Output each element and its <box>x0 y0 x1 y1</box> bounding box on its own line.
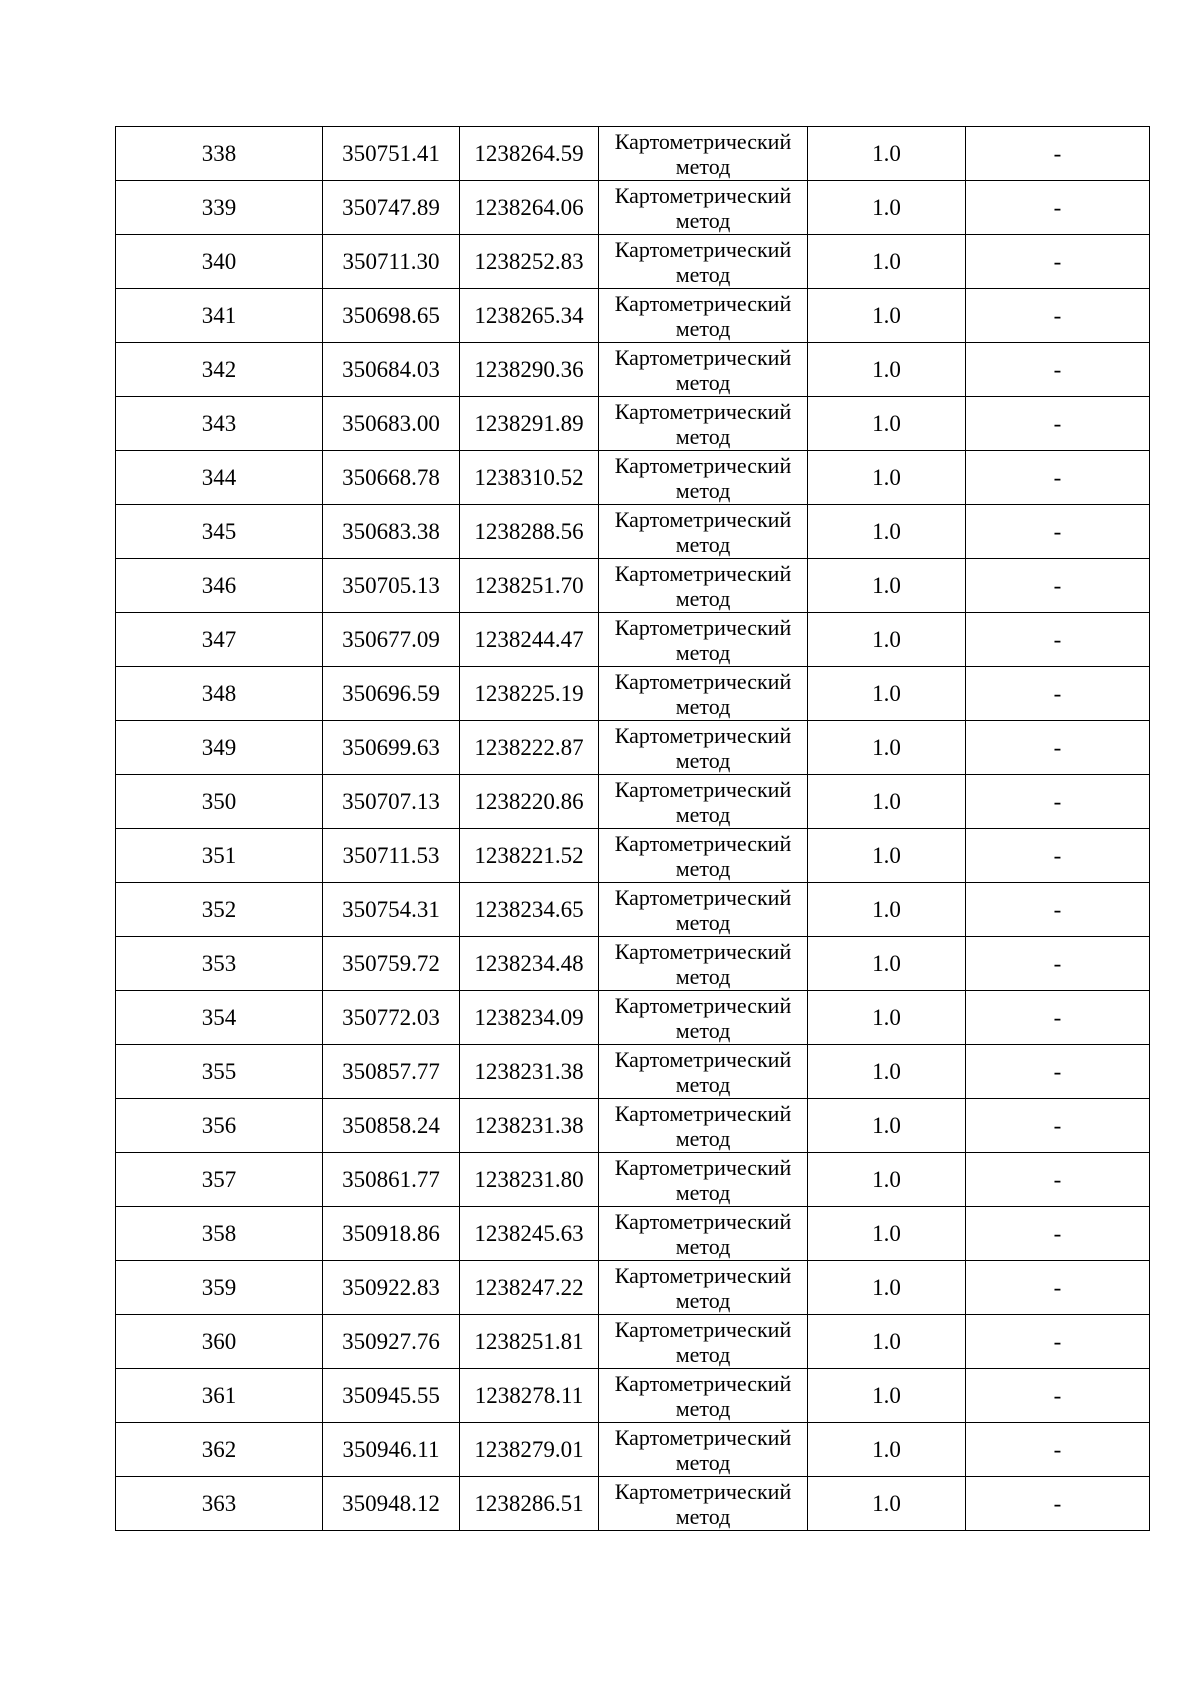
accuracy-cell: 1.0 <box>808 667 966 721</box>
y-coordinate-cell: 1238286.51 <box>460 1477 599 1531</box>
note-cell: - <box>966 505 1150 559</box>
accuracy-cell: 1.0 <box>808 451 966 505</box>
x-coordinate-cell: 350751.41 <box>323 127 460 181</box>
method-line-1: Картометрический <box>614 1316 792 1342</box>
x-coordinate-cell: 350927.76 <box>323 1315 460 1369</box>
point-number-cell: 342 <box>116 343 323 397</box>
coordinates-table-body <box>116 127 1150 1531</box>
method-line-1: Картометрический <box>614 1046 792 1072</box>
accuracy-cell: 1.0 <box>808 775 966 829</box>
accuracy-cell: 1.0 <box>808 1477 966 1531</box>
x-coordinate-cell: 350858.24 <box>323 1099 460 1153</box>
accuracy-cell: 1.0 <box>808 937 966 991</box>
point-number-cell: 351 <box>116 829 323 883</box>
table-row <box>116 1045 1150 1099</box>
point-number-cell: 352 <box>116 883 323 937</box>
x-coordinate-cell: 350711.53 <box>323 829 460 883</box>
method-line-1: Картометрический <box>614 1370 792 1396</box>
accuracy-cell: 1.0 <box>808 343 966 397</box>
table-row <box>116 829 1150 883</box>
method-line-1: Картометрический <box>614 560 792 586</box>
note-cell: - <box>966 1153 1150 1207</box>
table-row <box>116 397 1150 451</box>
method-line-1: Картометрический <box>614 830 792 856</box>
table-row <box>116 667 1150 721</box>
method-cell <box>599 829 808 883</box>
method-line-1: Картометрический <box>614 938 792 964</box>
accuracy-cell: 1.0 <box>808 1045 966 1099</box>
note-cell: - <box>966 235 1150 289</box>
point-number-cell: 362 <box>116 1423 323 1477</box>
method-line-2: метод <box>675 1125 731 1151</box>
method-line-2: метод <box>675 1395 731 1421</box>
method-line-2: метод <box>675 369 731 395</box>
x-coordinate-cell: 350707.13 <box>323 775 460 829</box>
method-cell <box>599 1315 808 1369</box>
y-coordinate-cell: 1238310.52 <box>460 451 599 505</box>
table-row <box>116 559 1150 613</box>
y-coordinate-cell: 1238290.36 <box>460 343 599 397</box>
point-number-cell: 345 <box>116 505 323 559</box>
method-line-2: метод <box>675 1449 731 1475</box>
note-cell: - <box>966 1369 1150 1423</box>
method-line-2: метод <box>675 207 731 233</box>
table-row <box>116 613 1150 667</box>
accuracy-cell: 1.0 <box>808 235 966 289</box>
y-coordinate-cell: 1238251.81 <box>460 1315 599 1369</box>
method-line-1: Картометрический <box>614 884 792 910</box>
table-row <box>116 505 1150 559</box>
note-cell: - <box>966 1423 1150 1477</box>
x-coordinate-cell: 350683.00 <box>323 397 460 451</box>
method-line-1: Картометрический <box>614 776 792 802</box>
y-coordinate-cell: 1238231.38 <box>460 1045 599 1099</box>
x-coordinate-cell: 350711.30 <box>323 235 460 289</box>
y-coordinate-cell: 1238278.11 <box>460 1369 599 1423</box>
method-line-2: метод <box>675 1341 731 1367</box>
note-cell: - <box>966 127 1150 181</box>
method-line-1: Картометрический <box>614 668 792 694</box>
method-line-2: метод <box>675 801 731 827</box>
x-coordinate-cell: 350945.55 <box>323 1369 460 1423</box>
accuracy-cell: 1.0 <box>808 721 966 775</box>
table-row <box>116 451 1150 505</box>
note-cell: - <box>966 667 1150 721</box>
accuracy-cell: 1.0 <box>808 883 966 937</box>
method-line-2: метод <box>675 1287 731 1313</box>
y-coordinate-cell: 1238234.48 <box>460 937 599 991</box>
table-row <box>116 289 1150 343</box>
method-line-1: Картометрический <box>614 992 792 1018</box>
point-number-cell: 360 <box>116 1315 323 1369</box>
y-coordinate-cell: 1238245.63 <box>460 1207 599 1261</box>
accuracy-cell: 1.0 <box>808 559 966 613</box>
table-row <box>116 1369 1150 1423</box>
table-row <box>116 1099 1150 1153</box>
table-row <box>116 1261 1150 1315</box>
accuracy-cell: 1.0 <box>808 181 966 235</box>
note-cell: - <box>966 451 1150 505</box>
y-coordinate-cell: 1238234.09 <box>460 991 599 1045</box>
method-line-1: Картометрический <box>614 182 792 208</box>
accuracy-cell: 1.0 <box>808 1153 966 1207</box>
x-coordinate-cell: 350754.31 <box>323 883 460 937</box>
method-line-2: метод <box>675 747 731 773</box>
method-line-2: метод <box>675 1017 731 1043</box>
x-coordinate-cell: 350922.83 <box>323 1261 460 1315</box>
y-coordinate-cell: 1238252.83 <box>460 235 599 289</box>
y-coordinate-cell: 1238221.52 <box>460 829 599 883</box>
accuracy-cell: 1.0 <box>808 505 966 559</box>
note-cell: - <box>966 1477 1150 1531</box>
accuracy-cell: 1.0 <box>808 829 966 883</box>
y-coordinate-cell: 1238222.87 <box>460 721 599 775</box>
y-coordinate-cell: 1238244.47 <box>460 613 599 667</box>
accuracy-cell: 1.0 <box>808 1423 966 1477</box>
y-coordinate-cell: 1238231.38 <box>460 1099 599 1153</box>
method-cell <box>599 451 808 505</box>
method-cell <box>599 1369 808 1423</box>
y-coordinate-cell: 1238288.56 <box>460 505 599 559</box>
point-number-cell: 346 <box>116 559 323 613</box>
method-line-2: метод <box>675 1071 731 1097</box>
method-cell <box>599 1153 808 1207</box>
point-number-cell: 353 <box>116 937 323 991</box>
method-line-2: метод <box>675 1503 731 1529</box>
method-line-1: Картометрический <box>614 452 792 478</box>
table-row <box>116 235 1150 289</box>
method-cell <box>599 1423 808 1477</box>
note-cell: - <box>966 613 1150 667</box>
method-cell <box>599 235 808 289</box>
method-cell <box>599 343 808 397</box>
point-number-cell: 358 <box>116 1207 323 1261</box>
point-number-cell: 350 <box>116 775 323 829</box>
note-cell: - <box>966 829 1150 883</box>
method-line-1: Картометрический <box>614 1262 792 1288</box>
y-coordinate-cell: 1238264.59 <box>460 127 599 181</box>
coordinates-table <box>115 126 1150 1531</box>
y-coordinate-cell: 1238279.01 <box>460 1423 599 1477</box>
table-row <box>116 343 1150 397</box>
note-cell: - <box>966 775 1150 829</box>
y-coordinate-cell: 1238247.22 <box>460 1261 599 1315</box>
method-line-1: Картометрический <box>614 1154 792 1180</box>
method-line-2: метод <box>675 693 731 719</box>
x-coordinate-cell: 350747.89 <box>323 181 460 235</box>
point-number-cell: 349 <box>116 721 323 775</box>
y-coordinate-cell: 1238231.80 <box>460 1153 599 1207</box>
method-line-2: метод <box>675 477 731 503</box>
point-number-cell: 359 <box>116 1261 323 1315</box>
method-line-2: метод <box>675 1179 731 1205</box>
method-cell <box>599 1099 808 1153</box>
x-coordinate-cell: 350668.78 <box>323 451 460 505</box>
x-coordinate-cell: 350857.77 <box>323 1045 460 1099</box>
y-coordinate-cell: 1238264.06 <box>460 181 599 235</box>
method-cell <box>599 559 808 613</box>
point-number-cell: 354 <box>116 991 323 1045</box>
method-cell <box>599 721 808 775</box>
table-row <box>116 1153 1150 1207</box>
table-row <box>116 1315 1150 1369</box>
method-cell <box>599 613 808 667</box>
point-number-cell: 341 <box>116 289 323 343</box>
method-line-1: Картометрический <box>614 290 792 316</box>
accuracy-cell: 1.0 <box>808 1261 966 1315</box>
accuracy-cell: 1.0 <box>808 991 966 1045</box>
note-cell: - <box>966 1045 1150 1099</box>
table-row <box>116 1477 1150 1531</box>
point-number-cell: 363 <box>116 1477 323 1531</box>
note-cell: - <box>966 721 1150 775</box>
accuracy-cell: 1.0 <box>808 1315 966 1369</box>
note-cell: - <box>966 991 1150 1045</box>
method-line-1: Картометрический <box>614 1478 792 1504</box>
point-number-cell: 356 <box>116 1099 323 1153</box>
accuracy-cell: 1.0 <box>808 127 966 181</box>
x-coordinate-cell: 350759.72 <box>323 937 460 991</box>
table-row <box>116 1207 1150 1261</box>
method-cell <box>599 991 808 1045</box>
method-cell <box>599 937 808 991</box>
accuracy-cell: 1.0 <box>808 1099 966 1153</box>
note-cell: - <box>966 397 1150 451</box>
table-row <box>116 127 1150 181</box>
method-line-2: метод <box>675 909 731 935</box>
method-cell <box>599 775 808 829</box>
method-cell <box>599 127 808 181</box>
accuracy-cell: 1.0 <box>808 613 966 667</box>
point-number-cell: 347 <box>116 613 323 667</box>
x-coordinate-cell: 350684.03 <box>323 343 460 397</box>
accuracy-cell: 1.0 <box>808 289 966 343</box>
method-cell <box>599 1477 808 1531</box>
point-number-cell: 343 <box>116 397 323 451</box>
method-line-1: Картометрический <box>614 614 792 640</box>
x-coordinate-cell: 350772.03 <box>323 991 460 1045</box>
method-line-2: метод <box>675 1233 731 1259</box>
accuracy-cell: 1.0 <box>808 397 966 451</box>
note-cell: - <box>966 1099 1150 1153</box>
method-cell <box>599 289 808 343</box>
method-line-1: Картометрический <box>614 344 792 370</box>
accuracy-cell: 1.0 <box>808 1207 966 1261</box>
method-cell <box>599 667 808 721</box>
x-coordinate-cell: 350683.38 <box>323 505 460 559</box>
method-line-1: Картометрический <box>614 722 792 748</box>
note-cell: - <box>966 289 1150 343</box>
y-coordinate-cell: 1238225.19 <box>460 667 599 721</box>
point-number-cell: 338 <box>116 127 323 181</box>
note-cell: - <box>966 1207 1150 1261</box>
x-coordinate-cell: 350861.77 <box>323 1153 460 1207</box>
point-number-cell: 348 <box>116 667 323 721</box>
point-number-cell: 361 <box>116 1369 323 1423</box>
method-line-2: метод <box>675 585 731 611</box>
y-coordinate-cell: 1238251.70 <box>460 559 599 613</box>
point-number-cell: 355 <box>116 1045 323 1099</box>
method-line-2: метод <box>675 423 731 449</box>
point-number-cell: 344 <box>116 451 323 505</box>
method-line-1: Картометрический <box>614 506 792 532</box>
method-line-1: Картометрический <box>614 1424 792 1450</box>
x-coordinate-cell: 350696.59 <box>323 667 460 721</box>
y-coordinate-cell: 1238220.86 <box>460 775 599 829</box>
note-cell: - <box>966 343 1150 397</box>
method-line-1: Картометрический <box>614 1208 792 1234</box>
table-row <box>116 937 1150 991</box>
method-line-2: метод <box>675 963 731 989</box>
note-cell: - <box>966 937 1150 991</box>
method-line-2: метод <box>675 153 731 179</box>
method-line-2: метод <box>675 855 731 881</box>
method-cell <box>599 1261 808 1315</box>
method-cell <box>599 1045 808 1099</box>
table-row <box>116 721 1150 775</box>
y-coordinate-cell: 1238234.65 <box>460 883 599 937</box>
method-line-1: Картометрический <box>614 128 792 154</box>
table-row <box>116 991 1150 1045</box>
method-line-2: метод <box>675 261 731 287</box>
method-cell <box>599 883 808 937</box>
note-cell: - <box>966 1315 1150 1369</box>
table-row <box>116 181 1150 235</box>
table-row <box>116 883 1150 937</box>
method-line-1: Картометрический <box>614 236 792 262</box>
method-cell <box>599 1207 808 1261</box>
point-number-cell: 340 <box>116 235 323 289</box>
note-cell: - <box>966 1261 1150 1315</box>
x-coordinate-cell: 350918.86 <box>323 1207 460 1261</box>
method-line-2: метод <box>675 639 731 665</box>
x-coordinate-cell: 350946.11 <box>323 1423 460 1477</box>
table-row <box>116 1423 1150 1477</box>
method-cell <box>599 397 808 451</box>
y-coordinate-cell: 1238291.89 <box>460 397 599 451</box>
method-cell <box>599 505 808 559</box>
note-cell: - <box>966 883 1150 937</box>
y-coordinate-cell: 1238265.34 <box>460 289 599 343</box>
accuracy-cell: 1.0 <box>808 1369 966 1423</box>
x-coordinate-cell: 350948.12 <box>323 1477 460 1531</box>
point-number-cell: 339 <box>116 181 323 235</box>
x-coordinate-cell: 350698.65 <box>323 289 460 343</box>
x-coordinate-cell: 350677.09 <box>323 613 460 667</box>
note-cell: - <box>966 181 1150 235</box>
note-cell: - <box>966 559 1150 613</box>
method-line-2: метод <box>675 531 731 557</box>
method-cell <box>599 181 808 235</box>
method-line-2: метод <box>675 315 731 341</box>
x-coordinate-cell: 350705.13 <box>323 559 460 613</box>
method-line-1: Картометрический <box>614 398 792 424</box>
point-number-cell: 357 <box>116 1153 323 1207</box>
table-row <box>116 775 1150 829</box>
method-line-1: Картометрический <box>614 1100 792 1126</box>
x-coordinate-cell: 350699.63 <box>323 721 460 775</box>
